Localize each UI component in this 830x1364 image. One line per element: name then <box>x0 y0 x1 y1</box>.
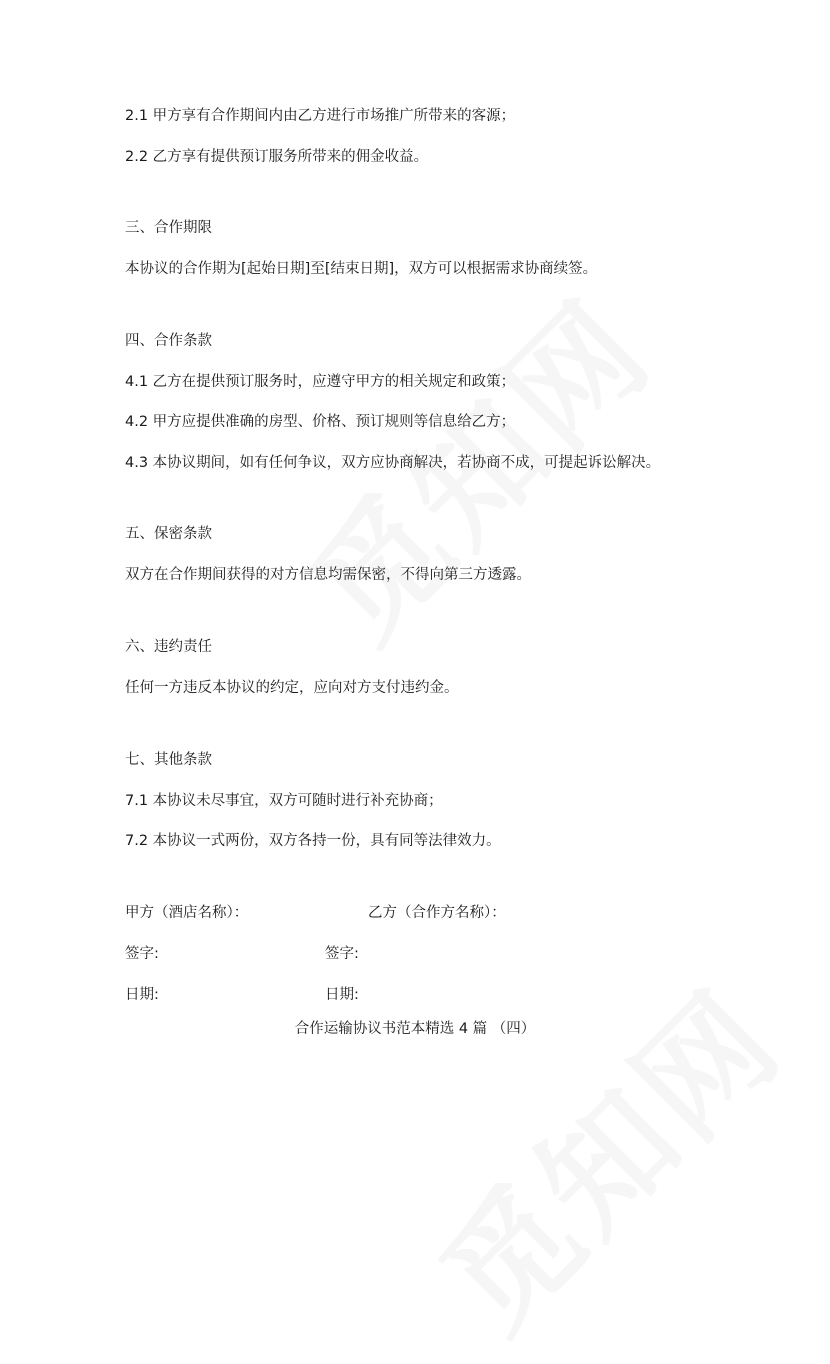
section-heading-other: 七、其他条款 <box>125 752 212 768</box>
watermark <box>394 943 815 1364</box>
party-b-label: 乙方（合作方名称）： <box>368 905 506 921</box>
clause-7-2: 7.2 本协议一式两份，双方各持一份，具有同等法律效力。 <box>125 833 501 849</box>
clause-4-1: 4.1 乙方在提供预订服务时，应遵守甲方的相关规定和政策； <box>125 374 516 390</box>
breach-body: 任何一方违反本协议的约定，应向对方支付违约金。 <box>125 680 459 696</box>
section-heading-confidentiality: 五、保密条款 <box>125 526 212 542</box>
party-a-label: 甲方（酒店名称）： <box>125 905 249 921</box>
clause-2-1: 2.1 甲方享有合作期间内由乙方进行市场推广所带来的客源； <box>125 108 516 124</box>
party-b-signature: 签字: <box>325 946 359 962</box>
confidentiality-body: 双方在合作期间获得的对方信息均需保密，不得向第三方透露。 <box>125 567 531 583</box>
clause-4-2: 4.2 甲方应提供准确的房型、价格、预订规则等信息给乙方； <box>125 414 516 430</box>
party-a-signature: 签字: <box>125 946 159 962</box>
section-heading-term: 三、合作期限 <box>125 220 212 236</box>
party-b-date: 日期: <box>325 987 359 1003</box>
clause-4-3: 4.3 本协议期间，如有任何争议，双方应协商解决，若协商不成，可提起诉讼解决。 <box>125 455 661 471</box>
clause-7-1: 7.1 本协议未尽事宜，双方可随时进行补充协商； <box>125 793 443 809</box>
term-body: 本协议的合作期为[起始日期]至[结束日期]，双方可以根据需求协商续签。 <box>125 261 598 277</box>
party-a-date: 日期: <box>125 987 159 1003</box>
next-document-title: 合作运输协议书范本精选 4 篇 （四） <box>294 1021 536 1037</box>
section-heading-terms: 四、合作条款 <box>125 333 212 349</box>
section-heading-breach: 六、违约责任 <box>125 639 212 655</box>
clause-2-2: 2.2 乙方享有提供预订服务所带来的佣金收益。 <box>125 149 429 165</box>
